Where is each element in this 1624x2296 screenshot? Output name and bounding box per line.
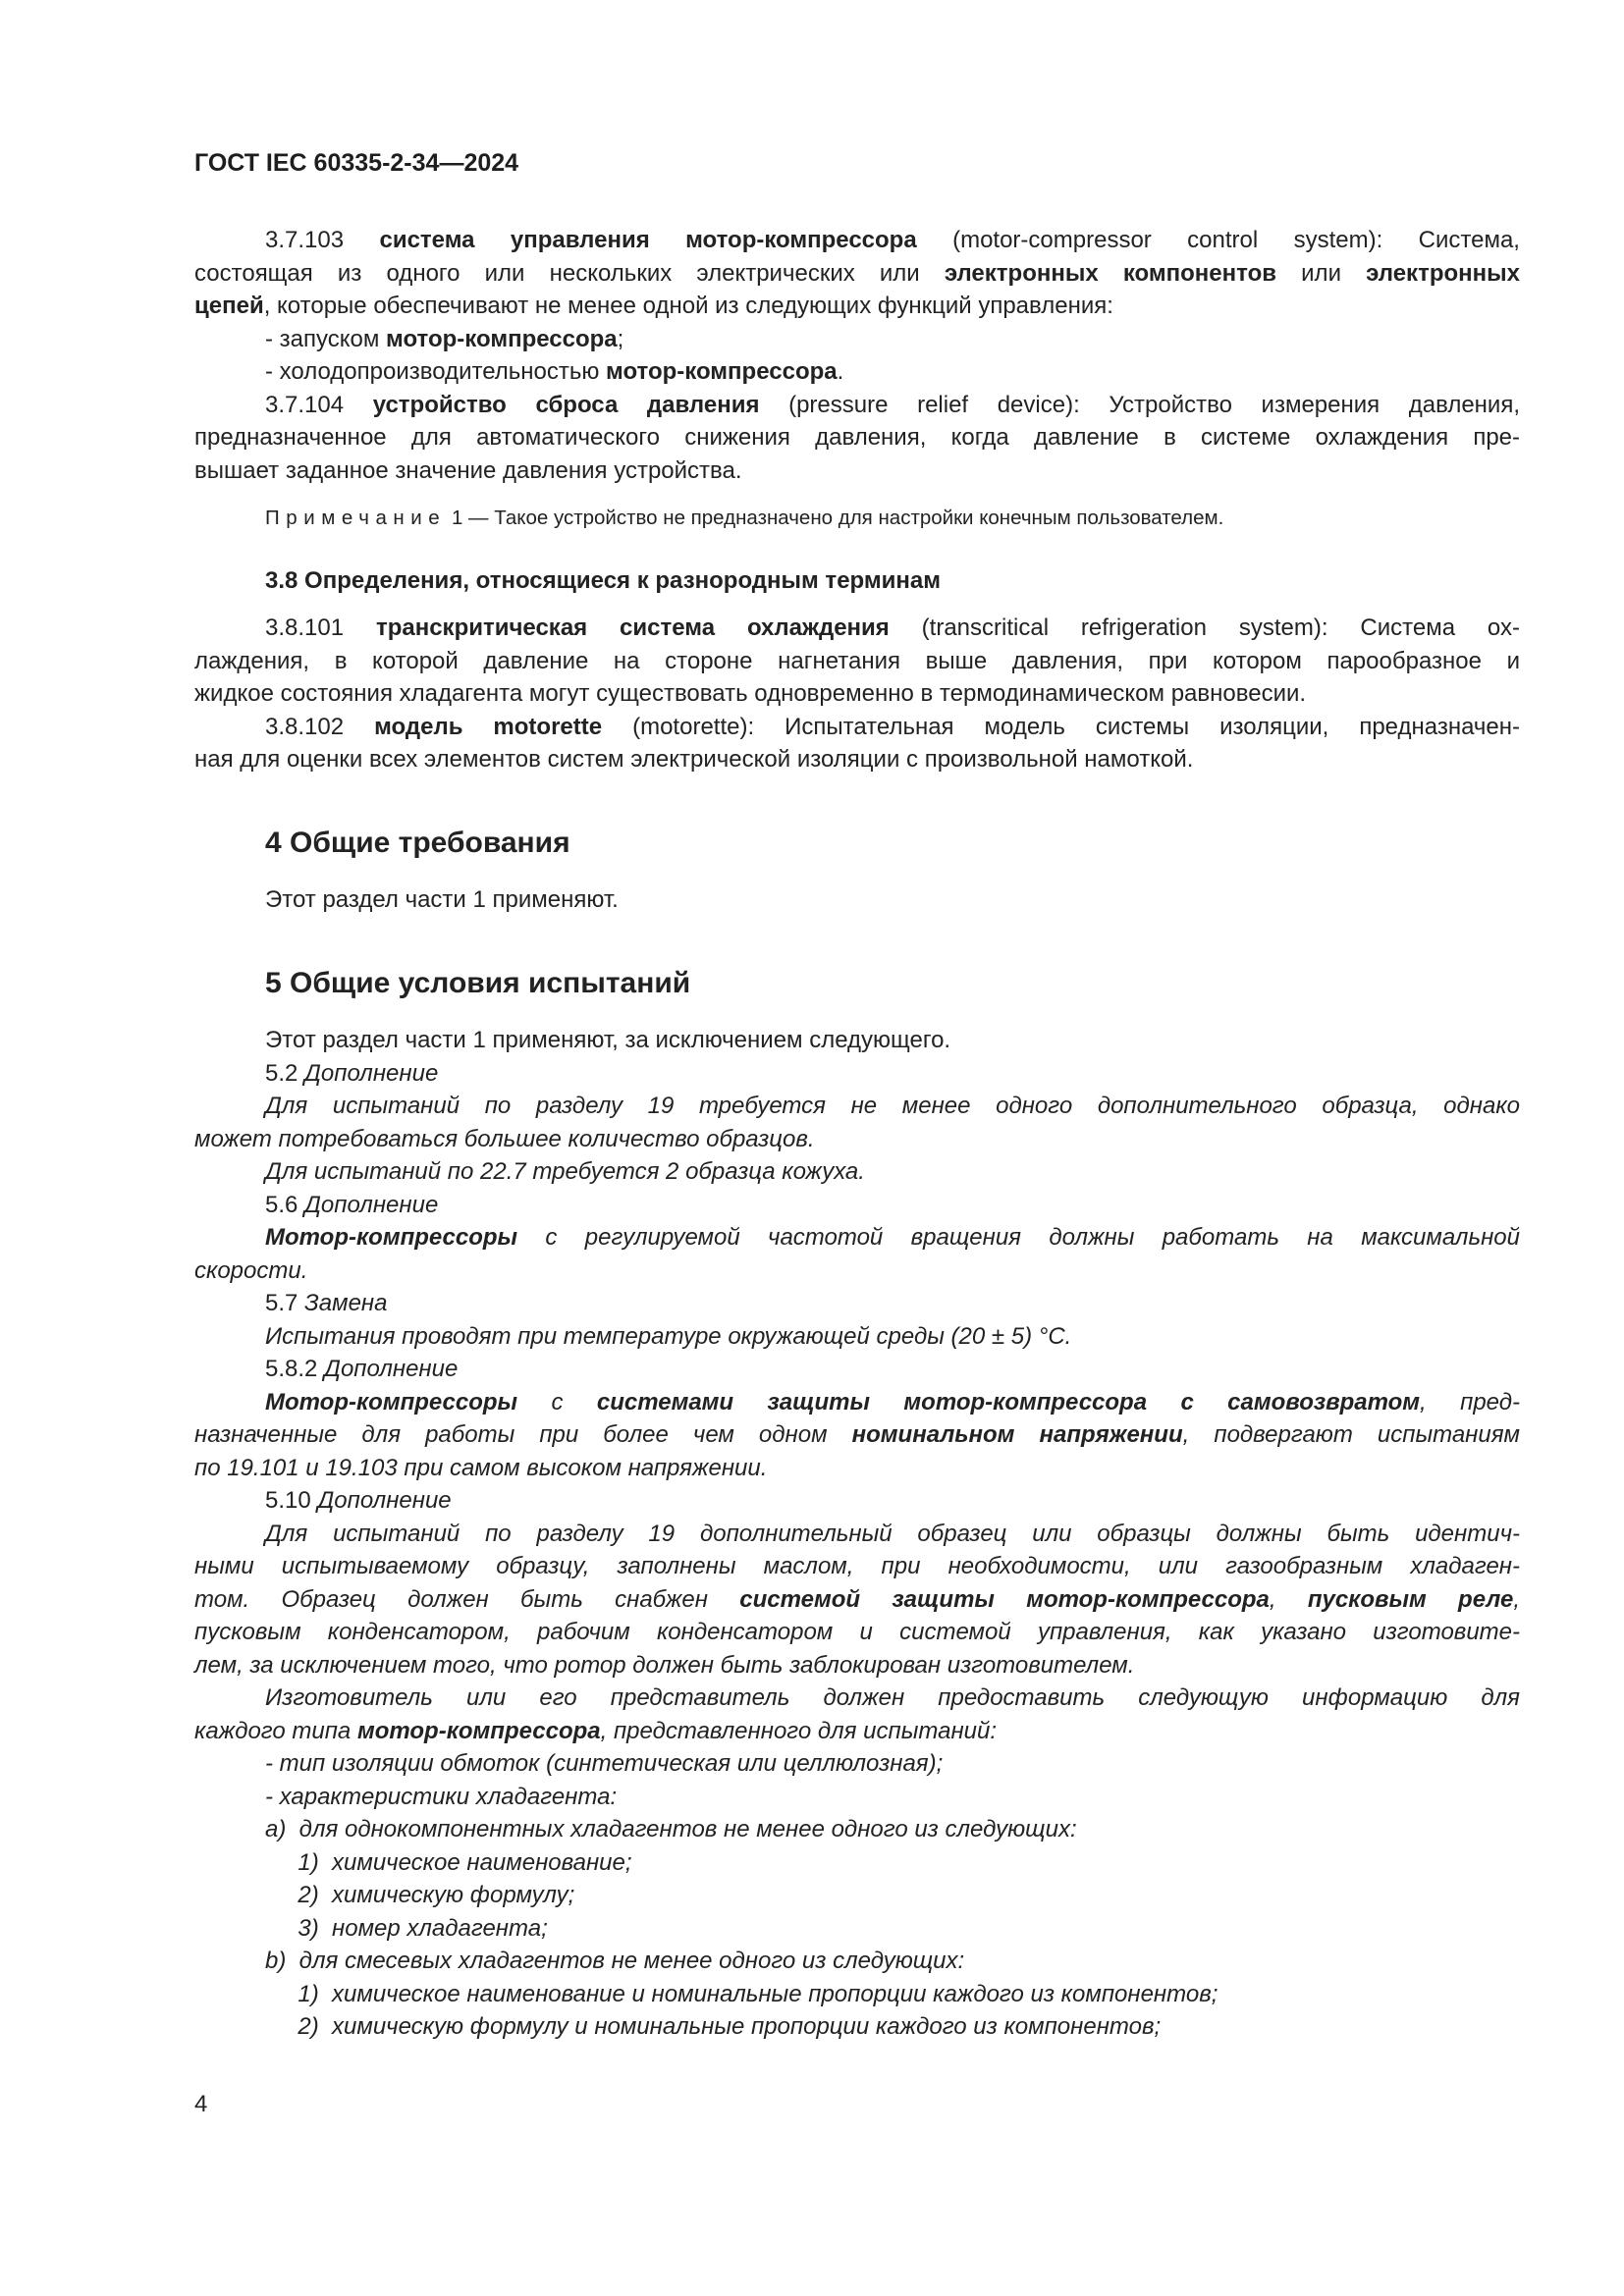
text-segment: - холодопроизводительностью xyxy=(265,358,607,385)
text-segment: Замена xyxy=(304,1290,388,1316)
text-segment: 3.7.103 xyxy=(265,227,380,253)
section-heading xyxy=(194,827,1520,860)
defined-term: транскритическая система охлаждения xyxy=(375,614,890,641)
text-segment: , пред- xyxy=(1420,1388,1520,1415)
paragraph-line xyxy=(194,1616,1520,1649)
list-item xyxy=(194,1781,1520,1814)
list-item xyxy=(194,1945,1520,1978)
paragraph-line xyxy=(194,454,1520,488)
defined-term: система управления мотор-компрессора xyxy=(379,227,917,253)
defined-term: Мотор-компрессоры xyxy=(265,1224,518,1251)
text-segment: Испытания проводят при температуре окружающей среды (20 ± 5) °С. xyxy=(265,1322,1072,1350)
defined-term: системами защиты мотор-компрессора с самовозвратом xyxy=(596,1388,1421,1415)
paragraph-first-line xyxy=(194,711,1520,744)
text-segment: 3.8.102 xyxy=(265,713,375,740)
sub-list-item xyxy=(194,2010,1520,2044)
text-segment: 5.8.2 xyxy=(265,1356,325,1382)
text-segment: 2) химическую формулу и номинальные пропорции каждого из компонентов; xyxy=(285,2013,1162,2040)
text-segment: , которые обеспечивают не менее одной из следующих функций управления: xyxy=(263,293,1113,319)
paragraph-line xyxy=(194,1649,1520,1682)
defined-term: номинальном напряжении xyxy=(851,1421,1183,1448)
defined-term: мотор-компрессора xyxy=(386,325,618,352)
text-segment: 4 Общие требования xyxy=(265,826,570,859)
list-item xyxy=(194,355,1520,389)
text-segment: (transcritical refrigeration system): Система ох- xyxy=(889,614,1520,641)
paragraph-first-line xyxy=(194,1090,1520,1123)
text-segment: жидкое состояния хладагента могут существовать одновременно в термодинамическом равновесии. xyxy=(194,680,1307,707)
paragraph-line xyxy=(194,1583,1520,1617)
text-segment: , xyxy=(1513,1585,1520,1613)
paragraph-line xyxy=(194,1123,1520,1156)
text-segment: с xyxy=(517,1388,597,1415)
defined-term: электронных компонентов xyxy=(944,259,1276,287)
document-header-standard-number: ГОСТ IEC 60335-2-34—2024 xyxy=(194,149,519,177)
text-segment: 5.7 xyxy=(265,1290,305,1316)
subsection-heading xyxy=(194,564,1520,598)
text-segment: каждого типа xyxy=(194,1717,357,1744)
text-segment: 3.8 Определения, относящиеся к разнородным терминам xyxy=(265,566,941,594)
text-segment: 1) химическое наименование; xyxy=(285,1848,632,1876)
text-segment: , подвергают испытаниям xyxy=(1182,1421,1520,1448)
defined-term: мотор-компрессора xyxy=(606,358,838,385)
text-segment: предназначенное для автоматического снижения давления, когда давление в системе охлаждения пре- xyxy=(194,424,1520,451)
text-segment: - тип изоляции обмоток (синтетическая или целлюлозная); xyxy=(265,1750,944,1777)
paragraph-first-line xyxy=(194,1682,1520,1715)
paragraph-line xyxy=(194,1715,1520,1748)
text-segment: Изготовитель или его представитель должен предоставить следующую информацию для xyxy=(265,1684,1520,1711)
text-segment: - характеристики хладагента: xyxy=(265,1783,618,1810)
text-segment: назначенные для работы при более чем одном xyxy=(194,1421,852,1448)
text-segment: 1 — Такое устройство не предназначено для настройки конечным пользователем. xyxy=(446,507,1224,529)
list-item xyxy=(194,1747,1520,1781)
text-segment: Этот раздел части 1 применяют. xyxy=(265,886,619,913)
defined-term: модель motorette xyxy=(374,713,603,740)
text-segment: (motorette): Испытательная модель системы изоляции, предназначен- xyxy=(602,713,1520,740)
paragraph-line xyxy=(194,1255,1520,1288)
text-segment: ными испытываемому образцу, заполнены маслом, при необходимости, или газообразным хладаген- xyxy=(194,1553,1520,1579)
sub-list-item xyxy=(194,1912,1520,1946)
text-segment: Дополнение xyxy=(304,1191,439,1218)
paragraph-line xyxy=(194,421,1520,454)
text-segment: скорости. xyxy=(194,1256,308,1284)
section-heading xyxy=(194,967,1520,1000)
paragraph-first-line xyxy=(194,1484,1520,1518)
defined-term: электронных xyxy=(1366,259,1520,287)
text-segment: . xyxy=(837,358,844,385)
paragraph-first-line xyxy=(194,224,1520,257)
text-segment: 2) химическую формулу; xyxy=(285,1882,575,1908)
document-body xyxy=(194,224,1520,2044)
text-segment: Для испытаний по разделу 19 дополнительный образец или образцы должны быть идентич- xyxy=(265,1520,1520,1547)
paragraph-first-line xyxy=(194,612,1520,645)
text-segment: по 19.101 и 19.103 при самом высоком напряжении. xyxy=(194,1454,768,1481)
text-segment: лаждения, в которой давление на стороне нагнетания выше давления, при котором парообразное и xyxy=(194,647,1520,674)
text-segment: состоящая из одного или нескольких электрических или xyxy=(194,259,945,287)
paragraph-first-line xyxy=(194,1057,1520,1091)
paragraph-first-line xyxy=(194,389,1520,422)
paragraph-first-line xyxy=(194,1287,1520,1320)
sub-list-item xyxy=(194,1978,1520,2011)
text-segment: ная для оценки всех элементов систем электрической изоляции с произвольной намоткой. xyxy=(194,746,1194,773)
text-segment: том. Образец должен быть снабжен xyxy=(194,1585,740,1613)
paragraph-line xyxy=(194,1452,1520,1485)
paragraph-first-line xyxy=(194,1221,1520,1255)
defined-term: устройство сброса давления xyxy=(372,391,760,418)
text-segment: 5.6 xyxy=(265,1191,305,1218)
text-segment: b) для смесевых хладагентов не менее одного из следующих: xyxy=(265,1948,965,1974)
text-segment: лем, за исключением того, что ротор должен быть заблокирован изготовителем. xyxy=(194,1651,1135,1679)
text-segment: 5.10 xyxy=(265,1487,318,1514)
paragraph-line xyxy=(194,645,1520,678)
text-segment: 3) номер хладагента; xyxy=(285,1914,548,1942)
paragraph-line xyxy=(194,290,1520,323)
text-segment: Примечание xyxy=(265,507,447,529)
paragraph-first-line xyxy=(194,1320,1520,1354)
text-segment: (pressure relief device): Устройство измерения давления, xyxy=(759,391,1520,418)
paragraph-line xyxy=(194,1418,1520,1452)
defined-term: пусковым реле xyxy=(1307,1585,1514,1613)
text-segment: ; xyxy=(617,325,624,352)
text-segment: может потребоваться большее количество образцов. xyxy=(194,1125,815,1152)
list-item xyxy=(194,1813,1520,1846)
sub-list-item xyxy=(194,1879,1520,1912)
text-segment: Дополнение xyxy=(317,1487,452,1514)
text-segment: , xyxy=(1269,1585,1308,1613)
text-segment: Этот раздел части 1 применяют, за исключением следующего. xyxy=(265,1027,951,1053)
text-segment: 1) химическое наименование и номинальные пропорции каждого из компонентов; xyxy=(285,1980,1218,2007)
text-segment: , представленного для испытаний: xyxy=(600,1717,998,1744)
paragraph-first-line xyxy=(194,1024,1520,1057)
paragraph-line xyxy=(194,677,1520,711)
paragraph-first-line xyxy=(194,1155,1520,1189)
text-segment: a) для однокомпонентных хладагентов не менее одного из следующих: xyxy=(265,1816,1077,1842)
defined-term: цепей xyxy=(194,293,264,319)
paragraph-first-line xyxy=(194,1518,1520,1551)
text-segment: 5.2 xyxy=(265,1059,305,1087)
text-segment: или xyxy=(1276,259,1367,287)
text-segment: вышает заданное значение давления устройства. xyxy=(194,456,742,484)
sub-list-item xyxy=(194,1846,1520,1880)
text-segment: 3.7.104 xyxy=(265,391,373,418)
text-segment: 5 Общие условия испытаний xyxy=(265,966,691,999)
note-line xyxy=(194,502,1520,535)
paragraph-first-line xyxy=(194,1189,1520,1222)
defined-term: Мотор-компрессоры xyxy=(265,1388,518,1415)
paragraph-first-line xyxy=(194,1386,1520,1419)
text-segment: Для испытаний по разделу 19 требуется не менее одного дополнительного образца, однако xyxy=(265,1093,1520,1119)
defined-term: системой защиты мотор-компрессора xyxy=(739,1585,1270,1613)
page-number: 4 xyxy=(194,2091,208,2117)
text-segment: Дополнение xyxy=(324,1356,459,1382)
text-segment: - запуском xyxy=(265,325,387,352)
text-segment: 3.8.101 xyxy=(265,614,376,641)
text-segment: с регулируемой частотой вращения должны работать на максимальной xyxy=(517,1224,1520,1251)
defined-term: мотор-компрессора xyxy=(356,1717,601,1744)
paragraph-line xyxy=(194,1550,1520,1583)
list-item xyxy=(194,323,1520,356)
text-segment: (motor-compressor control system): Система, xyxy=(916,227,1520,253)
text-segment: Дополнение xyxy=(304,1059,439,1087)
paragraph-first-line xyxy=(194,1353,1520,1386)
paragraph-line xyxy=(194,257,1520,291)
paragraph-line xyxy=(194,743,1520,776)
paragraph-first-line xyxy=(194,883,1520,917)
text-segment: Для испытаний по 22.7 требуется 2 образца кожуха. xyxy=(265,1158,865,1185)
text-segment: пусковым конденсатором, рабочим конденсатором и системой управления, как указано изготовите- xyxy=(194,1619,1520,1645)
